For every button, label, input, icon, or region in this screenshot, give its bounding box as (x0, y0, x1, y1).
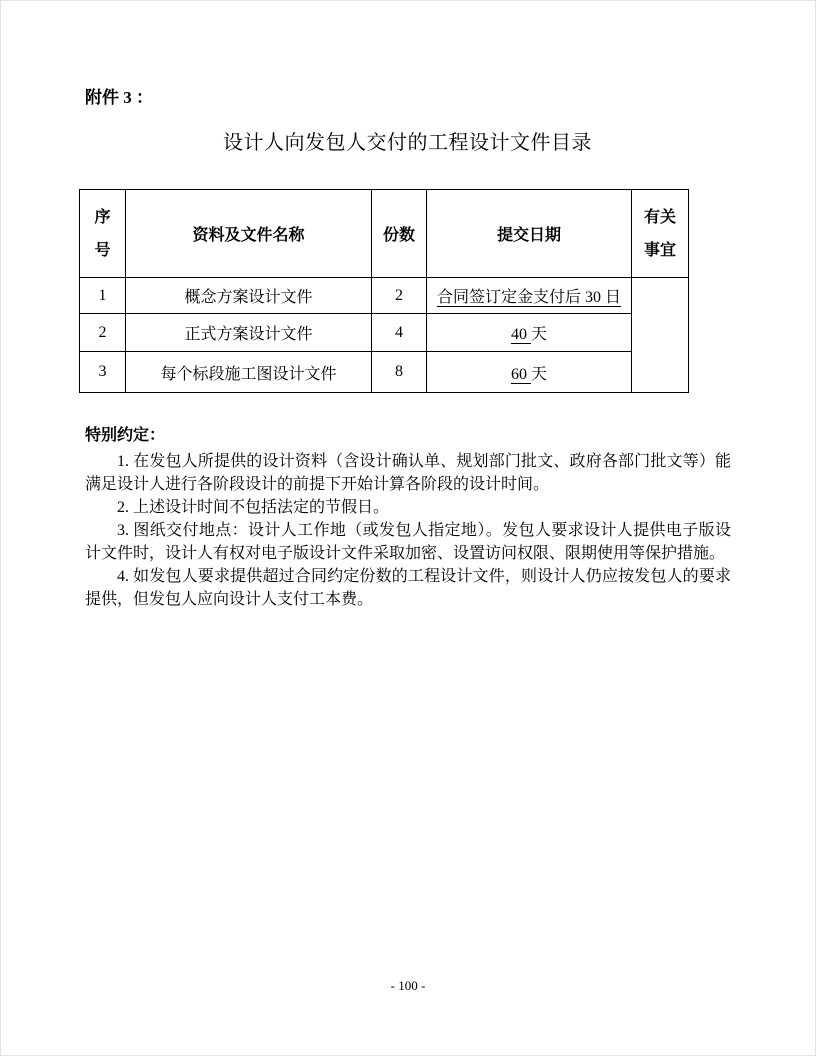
submission-date-underlined-text: 40 (510, 326, 531, 343)
special-term-item-2: 2. 上述设计时间不包括法定的节假日。 (117, 499, 390, 516)
special-terms-heading: 特别约定： (85, 427, 166, 444)
cell-copies: 8 (372, 352, 427, 393)
special-term-item-1: 1. 在发包人所提供的设计资料（含设计确认单、规划部门批文、政府各部门批文等）能满足设计人进行各阶段设计的前提下开始计算各阶段的设计时间。 (85, 453, 731, 493)
cell-copies: 4 (372, 314, 427, 352)
column-header-related-line1: 有关 (643, 208, 676, 226)
cell-serial-number: 1 (80, 278, 126, 314)
cell-related-matters-empty (632, 278, 689, 393)
delivery-documents-table (79, 189, 689, 393)
column-header-related-matters (632, 190, 689, 278)
submission-date-plain-text: 天 (530, 365, 547, 383)
page-number: - 100 - (390, 978, 426, 993)
cell-serial-number: 3 (80, 352, 126, 393)
submission-date-underlined-text: 合同签订定金支付后 30 日 (436, 289, 621, 306)
special-term-item-4: 4. 如发包人要求提供超过合同约定份数的工程设计文件，则设计人仍应按发包人的要求提供，但发包人应向设计人支付工本费。 (85, 568, 731, 608)
submission-date-underlined-text: 60 (510, 365, 531, 383)
special-term-item-3: 3. 图纸交付地点：设计人工作地（或发包人指定地）。发包人要求设计人提供电子版设计文件时，设计人有权对电子版设计文件采取加密、设置访问权限、限期使用等保护措施。 (85, 522, 731, 562)
column-header-serial-line2: 号 (94, 241, 111, 259)
cell-document-name: 正式方案设计文件 (126, 314, 372, 352)
column-header-related-line2: 事宜 (643, 241, 676, 259)
table-row (80, 352, 689, 393)
cell-submission-date (427, 352, 632, 393)
submission-date-plain-text: 天 (530, 326, 547, 343)
column-header-document-name: 资料及文件名称 (126, 190, 372, 278)
document-title: 设计人向发包人交付的工程设计文件目录 (223, 132, 592, 154)
column-header-submission-date: 提交日期 (427, 190, 632, 278)
column-header-serial-number (80, 190, 126, 278)
cell-submission-date (427, 278, 632, 314)
table-row (80, 314, 689, 352)
cell-document-name: 概念方案设计文件 (126, 278, 372, 314)
cell-submission-date (427, 314, 632, 352)
table-header-row (80, 190, 689, 278)
cell-document-name: 每个标段施工图设计文件 (126, 352, 372, 393)
column-header-copies: 份数 (372, 190, 427, 278)
table-row (80, 278, 689, 314)
attachment-label: 附件 3 ： (85, 88, 153, 107)
cell-serial-number: 2 (80, 314, 126, 352)
column-header-serial-line1: 序 (94, 208, 111, 226)
cell-copies: 2 (372, 278, 427, 314)
